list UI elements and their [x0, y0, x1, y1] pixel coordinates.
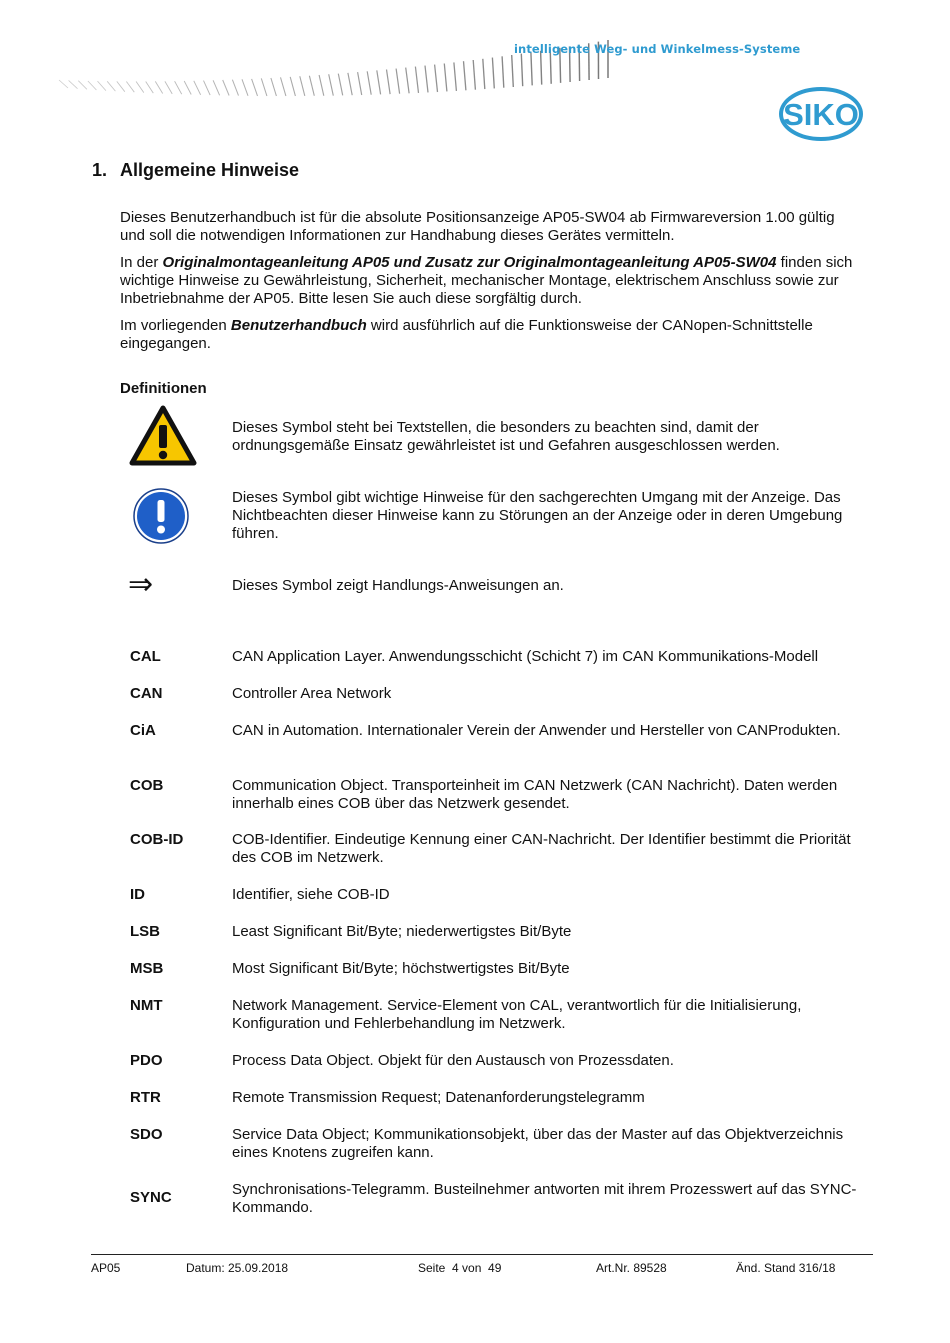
- header-tick: [107, 81, 115, 91]
- header-tick: [184, 81, 191, 95]
- double-arrow-icon: ⇒: [128, 567, 154, 602]
- header-tick: [483, 59, 485, 89]
- header-tick: [415, 67, 418, 93]
- header-tick: [502, 56, 504, 87]
- header-tick: [146, 82, 154, 94]
- abbr-desc: Least Significant Bit/Byte; niederwertigstes Bit/Byte: [232, 923, 572, 940]
- header-tick: [261, 78, 267, 96]
- header-tick: [281, 77, 286, 96]
- header-tick: [454, 62, 457, 91]
- header-tick: [290, 77, 295, 96]
- header-tick: [300, 76, 305, 96]
- header-tick: [348, 73, 352, 95]
- footer-product: AP05: [91, 1261, 121, 1275]
- abbr-desc: Identifier, siehe COB-ID: [232, 886, 390, 903]
- abbr-term: SDO: [130, 1126, 163, 1143]
- header-tick: [117, 81, 125, 91]
- warning-triangle-icon: [129, 405, 197, 467]
- header-tick: [194, 81, 201, 95]
- header-tick: [492, 58, 494, 89]
- footer-divider: [91, 1254, 873, 1255]
- abbr-term: LSB: [130, 923, 160, 940]
- info-exclamation-icon: [132, 487, 190, 545]
- header-tick: [358, 72, 362, 95]
- footer-date: Datum: 25.09.2018: [186, 1261, 289, 1275]
- header-tagline: intelligente Weg- und Winkelmess-Systeme: [514, 42, 801, 56]
- abbr-desc: Process Data Object. Objekt für den Austausch von Prozessdaten.: [232, 1052, 674, 1069]
- definitions-heading: Definitionen: [120, 380, 207, 397]
- header-tick: [242, 79, 248, 96]
- siko-logo: [778, 86, 864, 142]
- abbr-term: COB-ID: [130, 831, 184, 848]
- footer-art-nr: Art.Nr. 89528: [596, 1261, 667, 1275]
- abbr-term: ID: [130, 886, 145, 903]
- header-tick: [175, 81, 182, 94]
- header-tick: [464, 61, 466, 90]
- abbr-term: NMT: [130, 997, 163, 1014]
- logo-text: SIKO: [783, 97, 859, 132]
- intro-paragraph-2: In der Originalmontageanleitung AP05 und Zusatz zur Originalmontageanleitung AP05-SW04 finden sich wichtige Hinweise zu Gewährleistung, Sicherheit, mechanischer Montage, elektrischem Anschluss sowie zur Inbetriebnahme der AP05. Bitte lesen Sie auch diese sorgfältig durch.: [120, 254, 853, 307]
- header-tick: [155, 81, 162, 93]
- header-tick: [271, 78, 277, 96]
- section-title: Allgemeine Hinweise: [120, 160, 300, 180]
- header-tick: [531, 52, 532, 85]
- header-tick: [165, 81, 172, 94]
- abbr-desc: COB-Identifier. Eindeutige Kennung einer CAN-Nachricht. Der Identifier bestimmt die Priorität des COB im Netzwerk.: [232, 831, 851, 866]
- header-tick: [136, 82, 144, 93]
- header-tick: [329, 74, 334, 95]
- footer-revision: Änd. Stand 316/18: [736, 1261, 836, 1275]
- abbr-term: CAN: [130, 685, 163, 702]
- header-tick: [223, 80, 229, 96]
- abbr-desc: CAN Application Layer. Anwendungsschicht (Schicht 7) im CAN Kommunikations-Modell: [232, 648, 819, 665]
- header-tick: [406, 68, 409, 94]
- symbol-desc-info: Dieses Symbol gibt wichtige Hinweise für den sachgerechten Umgang mit der Anzeige. Das Nichtbeachten dieser Hinweise kann zu Störungen an der Anzeige oder in deren Umgebung führen.: [232, 489, 843, 542]
- header-tick: [377, 70, 381, 94]
- header-tick: [435, 65, 438, 92]
- abbr-desc: Synchronisations-Telegramm. Busteilnehmer antworten mit ihrem Prozesswert auf das SYNC-Kommando.: [232, 1181, 857, 1216]
- abbr-term: RTR: [130, 1089, 161, 1106]
- abbr-desc: CAN in Automation. Internationaler Verein der Anwender und Hersteller von CANProdukten.: [232, 722, 841, 739]
- section-heading: [92, 160, 299, 181]
- header-tick: [88, 81, 97, 90]
- abbr-term: SYNC: [130, 1189, 172, 1206]
- header-tick: [521, 54, 522, 87]
- header-tick: [387, 70, 391, 95]
- abbr-term: COB: [130, 777, 164, 794]
- header-tick: [338, 74, 342, 96]
- header-tick: [396, 69, 400, 94]
- emphasis-benutzerhandbuch: Benutzerhandbuch: [230, 317, 367, 334]
- abbr-term: CAL: [130, 648, 161, 665]
- header-tick: [69, 80, 78, 88]
- emphasis-montageanleitung: Originalmontageanleitung AP05 und Zusatz zur Originalmontageanleitung AP05-SW04: [162, 254, 777, 271]
- header-tick: [444, 64, 447, 92]
- header-tick: [309, 76, 314, 96]
- header-tick: [319, 75, 324, 96]
- header-tick: [126, 82, 134, 93]
- abbr-term: PDO: [130, 1052, 163, 1069]
- intro-paragraph-3: Im vorliegenden Benutzerhandbuch wird ausführlich auf die Funktionsweise der CANopen-Schnittstelle eingegangen.: [120, 317, 813, 352]
- abbr-desc: Most Significant Bit/Byte; höchstwertigstes Bit/Byte: [232, 960, 570, 977]
- header-tick: [59, 80, 68, 88]
- abbr-desc: Controller Area Network: [232, 685, 392, 702]
- section-number: 1.: [92, 160, 108, 180]
- header-tick: [512, 55, 514, 87]
- abbr-term: CiA: [130, 722, 156, 739]
- symbol-desc-arrow: Dieses Symbol zeigt Handlungs-Anweisungen an.: [232, 577, 564, 594]
- abbr-desc: Service Data Object; Kommunikationsobjekt, über das der Master auf das Objektverzeichnis eines Knotens zugreifen kann.: [232, 1126, 844, 1161]
- symbol-desc-warning: Dieses Symbol steht bei Textstellen, die besonders zu beachten sind, damit der ordnungsgemäße Einsatz gewährleistet ist und Gefahren ausgeschlossen werden.: [232, 419, 780, 454]
- header-tick: [252, 79, 258, 96]
- header-tick: [204, 81, 211, 96]
- abbr-term: MSB: [130, 960, 164, 977]
- header-tick: [425, 66, 428, 93]
- header-tick: [473, 60, 475, 90]
- abbr-desc: Communication Object. Transporteinheit im CAN Netzwerk (CAN Nachricht). Daten werden innerhalb eines COB über das Netzwerk gesendet.: [232, 777, 838, 812]
- header-tick: [213, 80, 220, 95]
- header-tick: [98, 81, 106, 91]
- abbr-desc: Remote Transmission Request; Datenanforderungstelegramm: [232, 1089, 645, 1106]
- header-tick: [78, 81, 87, 90]
- footer-page: Seite 4 von 49: [418, 1261, 502, 1275]
- intro-paragraph-1: Dieses Benutzerhandbuch ist für die absolute Positionsanzeige AP05-SW04 ab Firmwareversion 1.00 gültig und soll die notwendigen Informationen zur Handhabung dieses Gerätes vermitteln.: [120, 209, 835, 244]
- abbr-desc: Network Management. Service-Element von CAL, verantwortlich für die Initialisierung, Konfiguration und Fehlerbehandlung im Netzwerk.: [232, 997, 802, 1032]
- header-tick: [232, 80, 238, 96]
- header-tick: [367, 71, 371, 94]
